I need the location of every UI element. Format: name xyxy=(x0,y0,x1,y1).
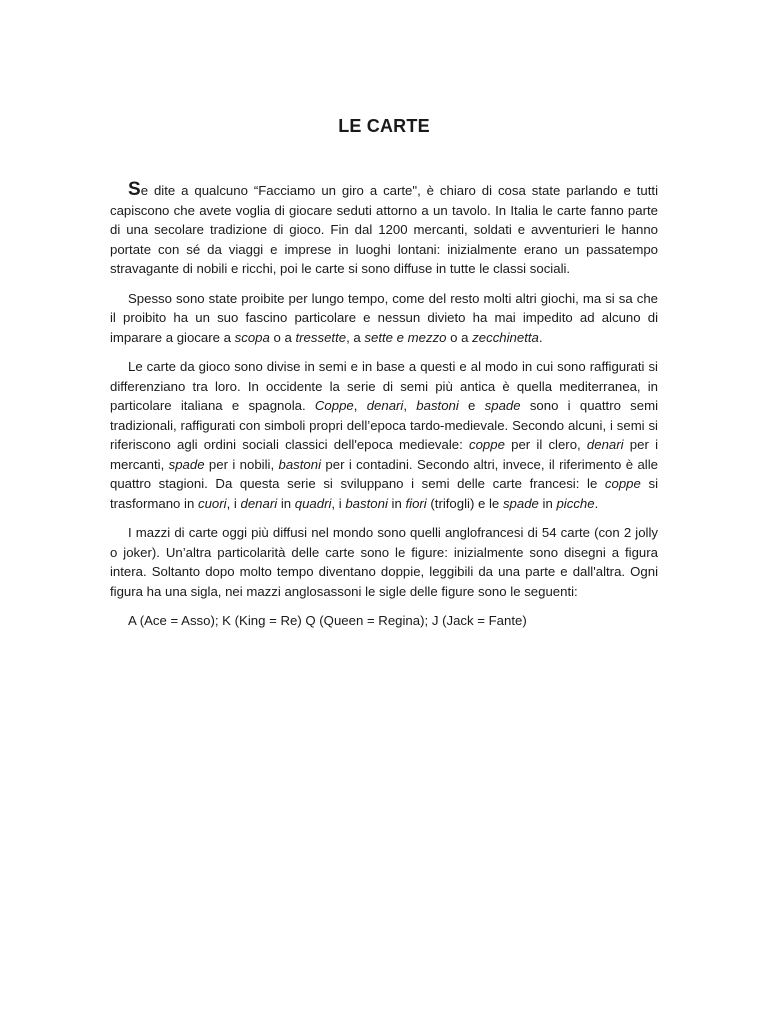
italic-game-name: tressette xyxy=(295,329,347,345)
paragraph-suits xyxy=(110,357,658,513)
italic-suit: spade xyxy=(502,495,539,511)
text-run: , xyxy=(403,398,417,413)
italic-suit: quadri xyxy=(294,495,332,511)
text-run: , i xyxy=(331,495,346,511)
italic-game-name: zecchinetta xyxy=(472,329,539,345)
text-run: . xyxy=(538,329,543,345)
text-run: o a xyxy=(446,329,473,345)
paragraph-intro-text: e dite a qualcuno “Facciamo un giro a carte", è chiaro di cosa state parlando e tutti capiscono che avete voglia di giocare seduti attorno a un tavolo. In Italia le carte fanno parte di una secolare tradizione di gioco. Fin dal 1200 mercanti, soldati e avventurieri le hanno portate con sé da viaggi e imprese in luoghi lontani: inizialmente erano un passatempo stravagante di nobili e ricchi, poi le carte si sono diffuse in tutte le classi sociali. xyxy=(110,183,658,276)
text-run: Le carte da gioco sono divise in semi e in base a questi e al modo in cui sono raffigurati si differenziano tra loro. In occidente la serie di semi più antica è quella mediterranea, in particolare italiana e spagnola. xyxy=(110,359,658,413)
text-run: per il clero, xyxy=(504,437,587,452)
text-run: , i xyxy=(226,495,241,511)
text-run: e xyxy=(458,398,485,413)
italic-suit: bastoni xyxy=(345,495,388,511)
italic-suit: spade xyxy=(484,398,521,413)
paragraph-intro xyxy=(110,180,658,279)
text-run: in xyxy=(387,495,406,511)
italic-game-name: sette e mezzo xyxy=(364,329,447,345)
italic-suit: denari xyxy=(586,437,624,452)
italic-suit: cuori xyxy=(197,495,227,511)
text-run: sono i quattro semi tradizionali, raffigurati con simboli propri dell’epoca tardo-medievale. Secondo alcuni, i semi si riferiscono agli ordini sociali classici dell'epoca medievale: xyxy=(110,398,659,452)
paragraph-prohibition xyxy=(110,289,658,348)
document-body xyxy=(110,180,658,641)
italic-suit: coppe xyxy=(468,437,505,452)
italic-suit: denari xyxy=(240,495,278,511)
paragraph-decks: I mazzi di carte oggi più diffusi nel mondo sono quelli anglofrancesi di 54 carte (con 2 jolly o joker). Un’altra particolarità delle carte sono le figure: inizialmente sono disegni a figura intera. Soltanto dopo molto tempo diventano doppie, leggibili da una parte e dall'altra. Ogni figura ha una sigla, nei mazzi anglosassoni le sigle delle figure sono le seguenti: xyxy=(110,525,658,599)
page-title: LE CARTE xyxy=(338,116,430,136)
text-run: (trifogli) e le xyxy=(426,495,503,511)
italic-suit: fiori xyxy=(405,495,427,511)
text-run: Spesso sono state proibite per lungo tempo, come del resto molti altri giochi, ma si sa che il proibito ha un suo fascino particolare e nessun divieto ha mai impedito ad alcuno di imparare a giocare a xyxy=(110,290,658,345)
drop-cap: S xyxy=(128,179,141,200)
text-run: per i nobili, xyxy=(204,456,279,472)
text-run: , xyxy=(353,398,367,413)
italic-game-name: scopa xyxy=(234,329,270,345)
text-run: per i contadini. Secondo altri, invece, il riferimento è alle quattro stagioni. Da questa serie si sviluppano i semi delle carte francesi: le xyxy=(110,456,658,491)
text-run: , a xyxy=(346,329,365,345)
text-run: per i mercanti, xyxy=(110,437,659,472)
text-run: si trasformano in xyxy=(110,476,659,511)
italic-suit: spade xyxy=(168,456,205,472)
italic-suit: bastoni xyxy=(278,456,322,472)
text-run: . xyxy=(594,495,599,511)
italic-suit: picche xyxy=(556,495,595,511)
text-run: in xyxy=(538,495,557,511)
text-run: in xyxy=(277,495,295,511)
italic-suit: Coppe xyxy=(314,398,354,413)
italic-suit: denari xyxy=(366,398,404,413)
text-run: o a xyxy=(269,329,296,345)
italic-suit: coppe xyxy=(604,476,641,491)
paragraph-figure-codes: A (Ace = Asso); K (King = Re) Q (Queen = Regina); J (Jack = Fante) xyxy=(128,613,527,628)
italic-suit: bastoni xyxy=(416,398,459,413)
